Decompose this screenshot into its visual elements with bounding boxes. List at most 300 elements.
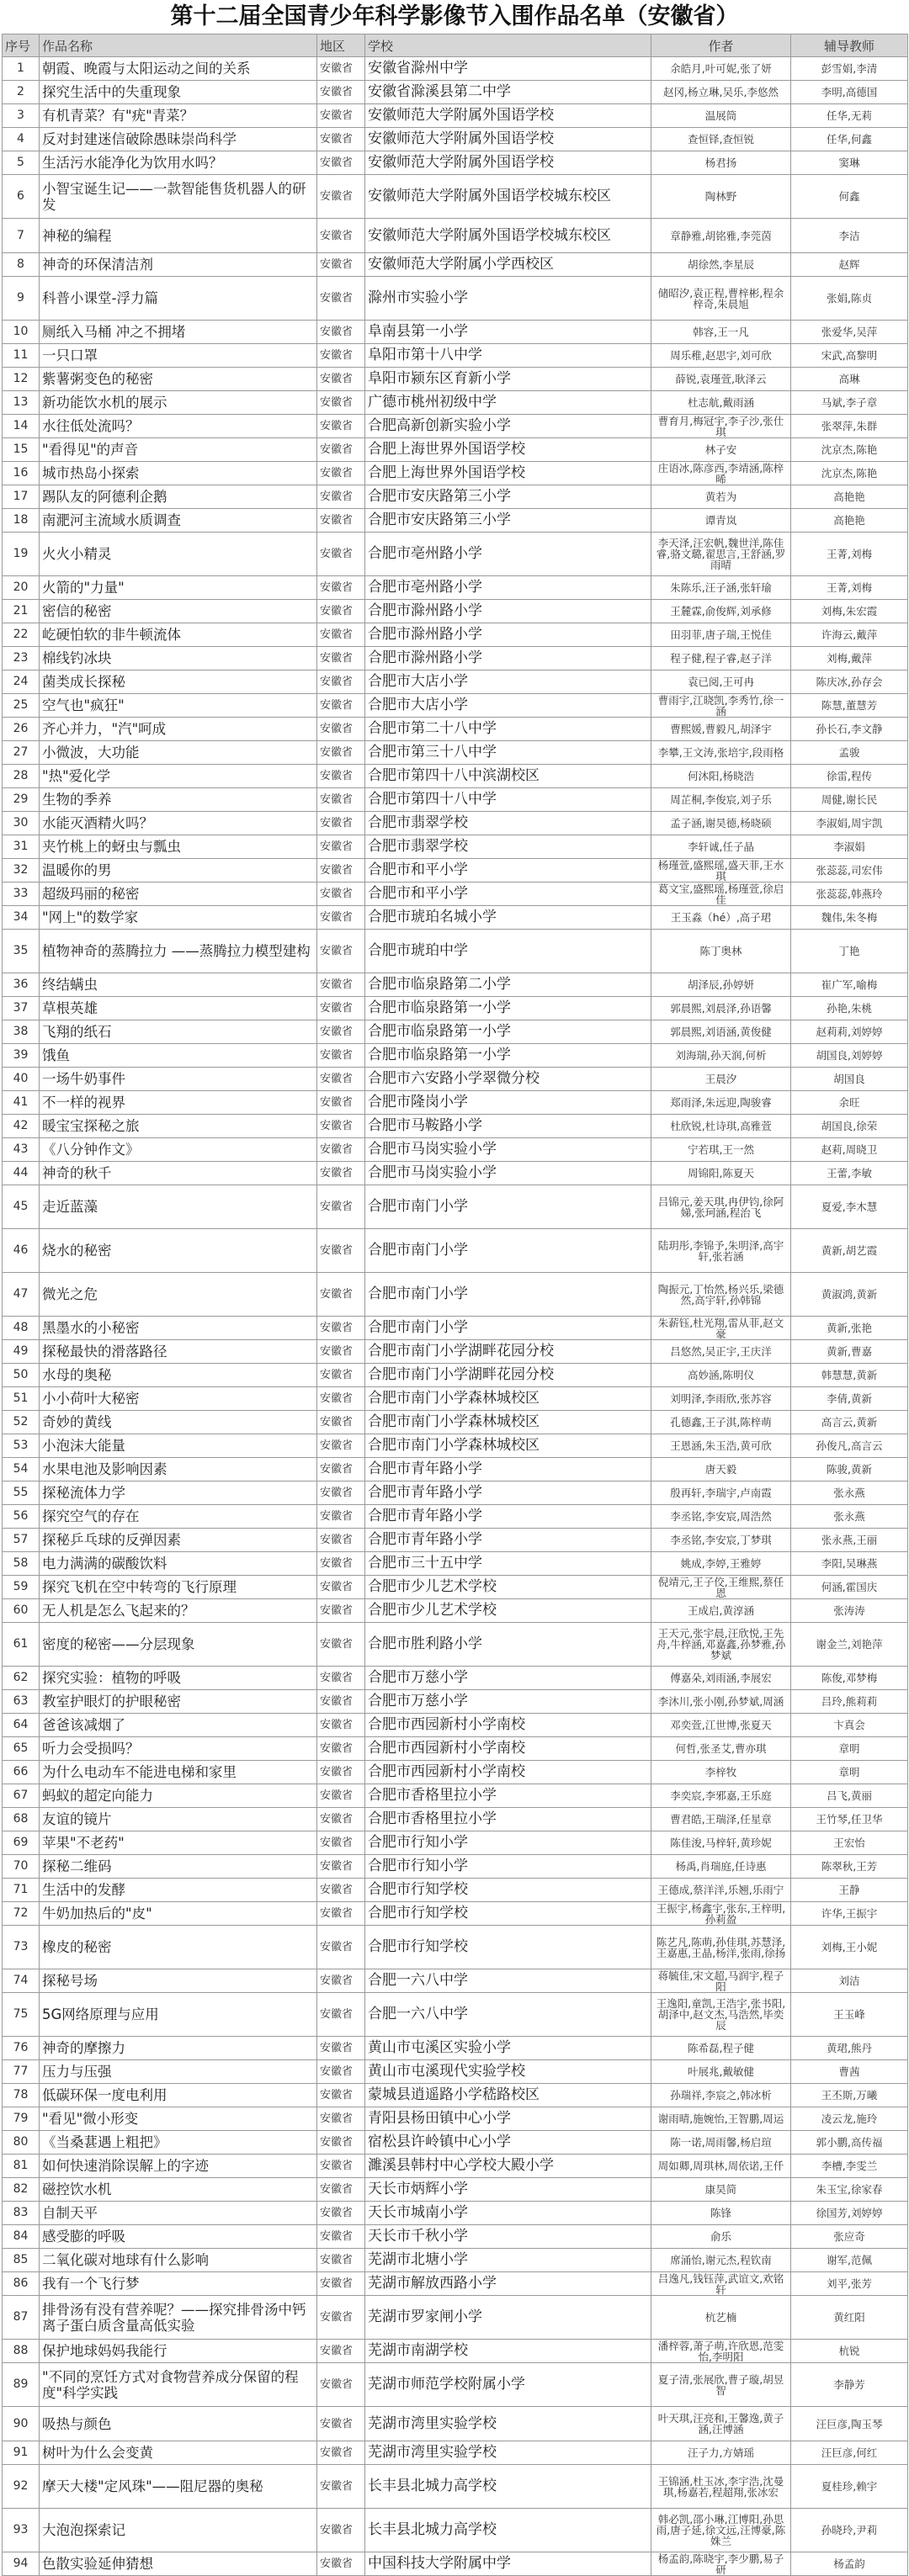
cell-no: 32 — [3, 859, 40, 883]
cell-no: 24 — [3, 671, 40, 694]
cell-authors: 朱陈乐,汪子涵,张轩瑜 — [651, 576, 791, 600]
cell-region: 安徽省 — [317, 973, 365, 997]
cell-work-title: 二氧化碳对地球有什么影响 — [40, 2249, 317, 2272]
cell-no: 50 — [3, 1364, 40, 1387]
cell-no: 90 — [3, 2407, 40, 2441]
cell-school: 合肥市三十五中学 — [365, 1552, 651, 1576]
cell-tutors: 宋武,高黎明 — [791, 344, 908, 368]
cell-tutors: 夏桂珍,赖宇 — [791, 2465, 908, 2509]
cell-authors: 刘海瑞,孙天润,何析 — [651, 1044, 791, 1068]
cell-tutors: 高艳艳 — [791, 509, 908, 533]
table-row — [3, 509, 908, 533]
cell-authors: 田羽菲,唐子瑞,王悦佳 — [651, 623, 791, 647]
cell-school: 合肥市青年路小学 — [365, 1529, 651, 1552]
cell-authors: 杨君扬 — [651, 151, 791, 175]
cell-work-title: "网上"的数学家 — [40, 906, 317, 930]
cell-no: 44 — [3, 1162, 40, 1185]
cell-school: 芜湖市北塘小学 — [365, 2249, 651, 2272]
cell-authors: 韩必凯,邵小琳,江博阳,孙思雨,唐子延,徐文远,汪博豪,陈姝兰 — [651, 2509, 791, 2552]
table-row — [3, 462, 908, 485]
table-row — [3, 623, 908, 647]
cell-work-title: 橡皮的秘密 — [40, 1926, 317, 1969]
cell-no: 22 — [3, 623, 40, 647]
cell-authors: 韩容,王一凡 — [651, 321, 791, 344]
cell-region: 安徽省 — [317, 1411, 365, 1434]
cell-work-title: 菌类成长探秘 — [40, 671, 317, 694]
cell-work-title: 探究实验：植物的呼吸 — [40, 1667, 317, 1690]
cell-school: 合肥市少儿艺术学校 — [365, 1599, 651, 1623]
cell-tutors: 高言云,黄新 — [791, 1411, 908, 1434]
cell-school: 合肥市六安路小学翠微分校 — [365, 1068, 651, 1091]
cell-region: 安徽省 — [317, 57, 365, 81]
cell-tutors: 韩慧慧,黄新 — [791, 1364, 908, 1387]
table-row — [3, 576, 908, 600]
cell-work-title: 树叶为什么会变黄 — [40, 2441, 317, 2465]
cell-no: 13 — [3, 391, 40, 415]
cell-region: 安徽省 — [317, 1667, 365, 1690]
cell-no: 93 — [3, 2509, 40, 2552]
cell-work-title: 水往低处流吗？ — [40, 415, 317, 438]
cell-tutors: 谢金兰,刘艳萍 — [791, 1623, 908, 1667]
cell-authors: 胡徐然,李星辰 — [651, 253, 791, 277]
cell-no: 67 — [3, 1784, 40, 1808]
cell-work-title: 《当桑葚遇上粗把》 — [40, 2131, 317, 2155]
cell-school: 合肥市第三十八中学 — [365, 741, 651, 765]
cell-authors: 王晨汐 — [651, 1068, 791, 1091]
cell-no: 73 — [3, 1926, 40, 1969]
cell-school: 天长市城南小学 — [365, 2202, 651, 2225]
cell-no: 10 — [3, 321, 40, 344]
cell-region: 安徽省 — [317, 576, 365, 600]
table-row — [3, 930, 908, 973]
table-row — [3, 485, 908, 509]
cell-school: 合肥一六八中学 — [365, 1993, 651, 2037]
cell-authors: 李梓牧 — [651, 1761, 791, 1784]
cell-no: 49 — [3, 1340, 40, 1364]
table-row — [3, 1993, 908, 2037]
cell-region: 安徽省 — [317, 175, 365, 219]
cell-school: 广德市桃州初级中学 — [365, 391, 651, 415]
table-row — [3, 2509, 908, 2552]
cell-work-title: 火箭的"力量" — [40, 576, 317, 600]
table-row — [3, 1599, 908, 1623]
table-row — [3, 741, 908, 765]
cell-authors: 朱薪钰,杜光翔,雷从菲,赵文豪 — [651, 1317, 791, 1340]
cell-no: 34 — [3, 906, 40, 930]
cell-work-title: 奇妙的黄线 — [40, 1411, 317, 1434]
cell-region: 安徽省 — [317, 415, 365, 438]
cell-authors: 程子健,程子睿,赵子洋 — [651, 647, 791, 671]
cell-region: 安徽省 — [317, 1529, 365, 1552]
cell-authors: 李天泽,汪宏帆,魏世洋,陈佳睿,骆文璐,翟思言,王舒涵,罗雨晴 — [651, 533, 791, 576]
cell-authors: 赵冈,杨立琳,吴乐,李悠然 — [651, 81, 791, 104]
table-row — [3, 533, 908, 576]
cell-work-title: 水母的奥秘 — [40, 1364, 317, 1387]
cell-work-title: 不一样的视界 — [40, 1091, 317, 1115]
cell-work-title: 友谊的镜片 — [40, 1808, 317, 1831]
cell-no: 11 — [3, 344, 40, 368]
cell-work-title: 生物的季养 — [40, 788, 317, 812]
cell-school: 蒙城县逍遥路小学嵇路校区 — [365, 2084, 651, 2107]
cell-work-title: 空气也"疯狂" — [40, 694, 317, 718]
award-list-table — [2, 34, 908, 2576]
cell-school: 合肥市南门小学 — [365, 1273, 651, 1317]
cell-region: 安徽省 — [317, 438, 365, 462]
cell-region: 安徽省 — [317, 2131, 365, 2155]
cell-tutors: 赵辉 — [791, 253, 908, 277]
cell-tutors: 王宏怡 — [791, 1831, 908, 1855]
cell-no: 75 — [3, 1993, 40, 2037]
cell-authors: 刘明泽,李雨欣,张苏容 — [651, 1387, 791, 1411]
cell-no: 40 — [3, 1068, 40, 1091]
cell-region: 安徽省 — [317, 1162, 365, 1185]
table-row — [3, 438, 908, 462]
cell-region: 安徽省 — [317, 462, 365, 485]
cell-authors: 王成启,黄淳涵 — [651, 1599, 791, 1623]
cell-region: 安徽省 — [317, 1714, 365, 1737]
cell-tutors: 刘梅,王小妮 — [791, 1926, 908, 1969]
cell-no: 70 — [3, 1855, 40, 1879]
cell-work-title: 摩天大楼"定风珠"——阻尼器的奥秘 — [40, 2465, 317, 2509]
table-row — [3, 2340, 908, 2363]
cell-work-title: 神奇的环保清洁剂 — [40, 253, 317, 277]
table-row — [3, 1808, 908, 1831]
cell-no: 39 — [3, 1044, 40, 1068]
cell-no: 89 — [3, 2363, 40, 2407]
table-row — [3, 2084, 908, 2107]
cell-no: 8 — [3, 253, 40, 277]
cell-tutors: 杭锐 — [791, 2340, 908, 2363]
cell-school: 合肥市亳州路小学 — [365, 576, 651, 600]
cell-work-title: 探秘号场 — [40, 1969, 317, 1993]
award-list-table-container — [2, 34, 907, 2576]
cell-authors: 杨瑾萱,盛熙瑶,盛天菲,王水琪 — [651, 859, 791, 883]
cell-school: 合肥高新创新实验小学 — [365, 415, 651, 438]
cell-region: 安徽省 — [317, 2509, 365, 2552]
table-row — [3, 2441, 908, 2465]
cell-no: 88 — [3, 2340, 40, 2363]
cell-no: 91 — [3, 2441, 40, 2465]
cell-work-title: 探秘流体力学 — [40, 1481, 317, 1505]
cell-no: 77 — [3, 2060, 40, 2084]
table-row — [3, 1784, 908, 1808]
table-row — [3, 2225, 908, 2249]
cell-tutors: 王菁,刘梅 — [791, 576, 908, 600]
cell-no: 84 — [3, 2225, 40, 2249]
table-row — [3, 973, 908, 997]
cell-region: 安徽省 — [317, 2107, 365, 2131]
cell-tutors: 王玉峰 — [791, 1993, 908, 2037]
cell-region: 安徽省 — [317, 1784, 365, 1808]
cell-region: 安徽省 — [317, 1623, 365, 1667]
cell-tutors: 黄珺,熊丹 — [791, 2037, 908, 2060]
cell-region: 安徽省 — [317, 485, 365, 509]
cell-no: 42 — [3, 1115, 40, 1138]
table-row — [3, 1879, 908, 1902]
cell-tutors: 何涵,霍国庆 — [791, 1576, 908, 1599]
table-row — [3, 1044, 908, 1068]
cell-school: 滁州市实验小学 — [365, 277, 651, 321]
table-row — [3, 1576, 908, 1599]
cell-tutors: 彭雪娟,李清 — [791, 57, 908, 81]
cell-authors: 叶展兆,戴敏健 — [651, 2060, 791, 2084]
cell-work-title: 饿鱼 — [40, 1044, 317, 1068]
cell-authors: 李丞铭,李安宸,周浩然 — [651, 1505, 791, 1529]
cell-school: 合肥市南门小学 — [365, 1317, 651, 1340]
cell-school: 长丰县北城力高学校 — [365, 2465, 651, 2509]
cell-no: 6 — [3, 175, 40, 219]
table-row — [3, 1855, 908, 1879]
cell-no: 46 — [3, 1229, 40, 1273]
cell-authors: 王恩涵,朱玉浩,黄可欣 — [651, 1434, 791, 1458]
cell-no: 21 — [3, 600, 40, 623]
cell-authors: 周乐稚,赵思宇,刘可欣 — [651, 344, 791, 368]
cell-school: 芜湖市湾里实验学校 — [365, 2441, 651, 2465]
cell-school: 青阳县杨田镇中心小学 — [365, 2107, 651, 2131]
table-row — [3, 2552, 908, 2576]
cell-region: 安徽省 — [317, 1044, 365, 1068]
cell-work-title: 探究飞机在空中转弯的飞行原理 — [40, 1576, 317, 1599]
table-row — [3, 1411, 908, 1434]
cell-tutors: 黄新,胡艺霞 — [791, 1229, 908, 1273]
cell-school: 合肥市南门小学森林城校区 — [365, 1387, 651, 1411]
cell-no: 85 — [3, 2249, 40, 2272]
cell-work-title: "看得见"的声音 — [40, 438, 317, 462]
table-row — [3, 1552, 908, 1576]
cell-region: 安徽省 — [317, 930, 365, 973]
cell-school: 合肥市安庆路第三小学 — [365, 509, 651, 533]
cell-work-title: 超级玛丽的秘密 — [40, 883, 317, 906]
cell-authors: 王德成,蔡洋洋,乐翘,乐雨宁 — [651, 1879, 791, 1902]
cell-no: 59 — [3, 1576, 40, 1599]
table-row — [3, 2060, 908, 2084]
cell-work-title: 水能灭酒精火吗？ — [40, 812, 317, 835]
cell-region: 安徽省 — [317, 906, 365, 930]
table-row — [3, 600, 908, 623]
cell-region: 安徽省 — [317, 1808, 365, 1831]
cell-no: 61 — [3, 1623, 40, 1667]
cell-tutors: 张爱华,吴萍 — [791, 321, 908, 344]
cell-school: 合肥市西园新村小学南校 — [365, 1714, 651, 1737]
cell-authors: 陈艺凡,陈萌,孙佳琪,苏慧泽,王嘉惠,王晶,杨洋,张雨,徐扬 — [651, 1926, 791, 1969]
cell-tutors: 胡国良,刘婷婷 — [791, 1044, 908, 1068]
cell-no: 37 — [3, 997, 40, 1020]
cell-tutors: 沈京杰,陈艳 — [791, 438, 908, 462]
cell-no: 58 — [3, 1552, 40, 1576]
table-row — [3, 1926, 908, 1969]
cell-school: 合肥市临泉路第一小学 — [365, 1020, 651, 1044]
cell-school: 合肥市西园新村小学南校 — [365, 1737, 651, 1761]
cell-tutors: 吕玲,熊莉莉 — [791, 1690, 908, 1714]
cell-tutors: 刘平,张芳 — [791, 2272, 908, 2296]
cell-school: 合肥市琥珀中学 — [365, 930, 651, 973]
cell-school: 合肥市第四十八中滨湖校区 — [365, 765, 651, 788]
cell-no: 52 — [3, 1411, 40, 1434]
cell-work-title: 大泡泡探索记 — [40, 2509, 317, 2552]
cell-authors: 邓奕萱,江世博,张夏天 — [651, 1714, 791, 1737]
cell-school: 阜阳市第十八中学 — [365, 344, 651, 368]
cell-work-title: 探秘最快的滑落路径 — [40, 1340, 317, 1364]
cell-authors: 康昊简 — [651, 2178, 791, 2202]
cell-school: 濉溪县韩村中心学校大殿小学 — [365, 2155, 651, 2178]
cell-authors: 温展筒 — [651, 104, 791, 128]
cell-work-title: 密度的秘密——分层现象 — [40, 1623, 317, 1667]
cell-tutors: 魏伟,朱冬梅 — [791, 906, 908, 930]
cell-tutors: 许海云,戴萍 — [791, 623, 908, 647]
cell-no: 57 — [3, 1529, 40, 1552]
cell-school: 合肥市青年路小学 — [365, 1481, 651, 1505]
cell-work-title: 草根英雄 — [40, 997, 317, 1020]
cell-no: 15 — [3, 438, 40, 462]
cell-work-title: 小微波，大功能 — [40, 741, 317, 765]
table-row — [3, 1831, 908, 1855]
cell-work-title: 终结螨虫 — [40, 973, 317, 997]
cell-school: 合肥市胜利路小学 — [365, 1623, 651, 1667]
cell-work-title: 5G网络原理与应用 — [40, 1993, 317, 2037]
cell-authors: 谭青岚 — [651, 509, 791, 533]
table-row — [3, 1091, 908, 1115]
cell-region: 安徽省 — [317, 812, 365, 835]
cell-work-title: 小小荷叶大秘密 — [40, 1387, 317, 1411]
cell-no: 3 — [3, 104, 40, 128]
cell-authors: 席涌怡,谢元杰,程钦南 — [651, 2249, 791, 2272]
table-row — [3, 765, 908, 788]
cell-region: 安徽省 — [317, 1552, 365, 1576]
cell-region: 安徽省 — [317, 344, 365, 368]
cell-work-title: 爸爸该减烟了 — [40, 1714, 317, 1737]
cell-school: 合肥市行知学校 — [365, 1879, 651, 1902]
header-work: 作品名称 — [40, 34, 317, 57]
table-row — [3, 1623, 908, 1667]
cell-no: 68 — [3, 1808, 40, 1831]
cell-authors: 王逸阳,童凯,王浩宇,张书阳,胡泽中,赵文杰,马浩然,毕奕辰 — [651, 1993, 791, 2037]
cell-school: 合肥市和平小学 — [365, 883, 651, 906]
cell-work-title: 探究生活中的失重现象 — [40, 81, 317, 104]
cell-authors: 陈佳浚,马梓轩,黄珍妮 — [651, 1831, 791, 1855]
cell-work-title: 蚂蚁的超定向能力 — [40, 1784, 317, 1808]
table-row — [3, 391, 908, 415]
cell-authors: 孔德鑫,王子淇,陈梓萌 — [651, 1411, 791, 1434]
table-row — [3, 859, 908, 883]
cell-tutors: 徐国芳,刘婷婷 — [791, 2202, 908, 2225]
cell-school: 中国科技大学附属中学 — [365, 2552, 651, 2576]
cell-work-title: 城市热岛小探索 — [40, 462, 317, 485]
table-row — [3, 1667, 908, 1690]
cell-school: 合肥市安庆路第三小学 — [365, 485, 651, 509]
cell-no: 87 — [3, 2296, 40, 2340]
table-row — [3, 2272, 908, 2296]
cell-work-title: 南淝河主流域水质调查 — [40, 509, 317, 533]
cell-no: 19 — [3, 533, 40, 576]
cell-authors: 庄语冰,陈彦西,李靖涵,陈梓晞 — [651, 462, 791, 485]
cell-tutors: 朱玉宝,徐家春 — [791, 2178, 908, 2202]
cell-authors: 郭晨熙,刘语涵,黄俊健 — [651, 1020, 791, 1044]
table-row — [3, 1458, 908, 1481]
cell-no: 14 — [3, 415, 40, 438]
cell-authors: 陶林野 — [651, 175, 791, 219]
cell-school: 合肥市翡翠学校 — [365, 835, 651, 859]
cell-authors: 杨禹,肖瑞庭,任诗惠 — [651, 1855, 791, 1879]
cell-tutors: 黄新,曹嘉 — [791, 1340, 908, 1364]
cell-school: 合肥市临泉路第一小学 — [365, 997, 651, 1020]
cell-work-title: 反对封建迷信破除愚昧崇尚科学 — [40, 128, 317, 151]
cell-tutors: 崔广军,喻梅 — [791, 973, 908, 997]
cell-authors: 杜欣锐,杜诗琪,高雅萱 — [651, 1115, 791, 1138]
cell-work-title: 黑墨水的小秘密 — [40, 1317, 317, 1340]
cell-no: 9 — [3, 277, 40, 321]
cell-work-title: 神秘的编程 — [40, 219, 317, 253]
table-row — [3, 812, 908, 835]
cell-tutors: 李淑娟,周宇凯 — [791, 812, 908, 835]
cell-no: 38 — [3, 1020, 40, 1044]
cell-no: 48 — [3, 1317, 40, 1340]
table-row — [3, 997, 908, 1020]
table-row — [3, 2249, 908, 2272]
cell-authors: 姚成,李婷,王雅婷 — [651, 1552, 791, 1576]
cell-no: 65 — [3, 1737, 40, 1761]
table-row — [3, 835, 908, 859]
cell-region: 安徽省 — [317, 533, 365, 576]
cell-school: 合肥市南门小学森林城校区 — [365, 1411, 651, 1434]
cell-work-title: 我有一个飞行梦 — [40, 2272, 317, 2296]
table-row — [3, 2363, 908, 2407]
cell-tutors: 张永燕 — [791, 1505, 908, 1529]
table-row — [3, 788, 908, 812]
table-row — [3, 1115, 908, 1138]
cell-no: 47 — [3, 1273, 40, 1317]
cell-region: 安徽省 — [317, 600, 365, 623]
cell-school: 合肥市行知小学 — [365, 1831, 651, 1855]
cell-work-title: 生活中的发酵 — [40, 1879, 317, 1902]
cell-region: 安徽省 — [317, 1387, 365, 1411]
cell-tutors: 张应奇 — [791, 2225, 908, 2249]
cell-no: 25 — [3, 694, 40, 718]
table-row — [3, 2131, 908, 2155]
cell-school: 合肥市大店小学 — [365, 694, 651, 718]
cell-no: 86 — [3, 2272, 40, 2296]
cell-school: 合肥市临泉路第二小学 — [365, 973, 651, 997]
cell-work-title: 密信的秘密 — [40, 600, 317, 623]
table-row — [3, 57, 908, 81]
cell-school: 合肥市青年路小学 — [365, 1458, 651, 1481]
cell-work-title: 教室护眼灯的护眼秘密 — [40, 1690, 317, 1714]
cell-work-title: 《八分钟作文》 — [40, 1138, 317, 1162]
cell-region: 安徽省 — [317, 151, 365, 175]
cell-no: 63 — [3, 1690, 40, 1714]
cell-school: 天长市千秋小学 — [365, 2225, 651, 2249]
cell-no: 92 — [3, 2465, 40, 2509]
cell-work-title: 探究空气的存在 — [40, 1505, 317, 1529]
cell-no: 54 — [3, 1458, 40, 1481]
table-row — [3, 1138, 908, 1162]
cell-authors: 陈一诺,周雨馨,杨启瑄 — [651, 2131, 791, 2155]
cell-school: 合肥市少儿艺术学校 — [365, 1576, 651, 1599]
cell-region: 安徽省 — [317, 509, 365, 533]
cell-school: 阜阳市颍东区育新小学 — [365, 368, 651, 391]
cell-work-title: 保护地球妈妈我能行 — [40, 2340, 317, 2363]
cell-school: 合肥上海世界外国语学校 — [365, 438, 651, 462]
cell-school: 合肥市香格里拉小学 — [365, 1808, 651, 1831]
table-row — [3, 2465, 908, 2509]
cell-authors: 郑雨泽,朱远迎,陶骏睿 — [651, 1091, 791, 1115]
cell-authors: 袁已阅,王可冉 — [651, 671, 791, 694]
cell-school: 长丰县北城力高学校 — [365, 2509, 651, 2552]
cell-tutors: 章明 — [791, 1737, 908, 1761]
table-row — [3, 2202, 908, 2225]
cell-school: 合肥市行知学校 — [365, 1902, 651, 1926]
cell-tutors: 张蕊蕊,司宏伟 — [791, 859, 908, 883]
cell-region: 安徽省 — [317, 765, 365, 788]
